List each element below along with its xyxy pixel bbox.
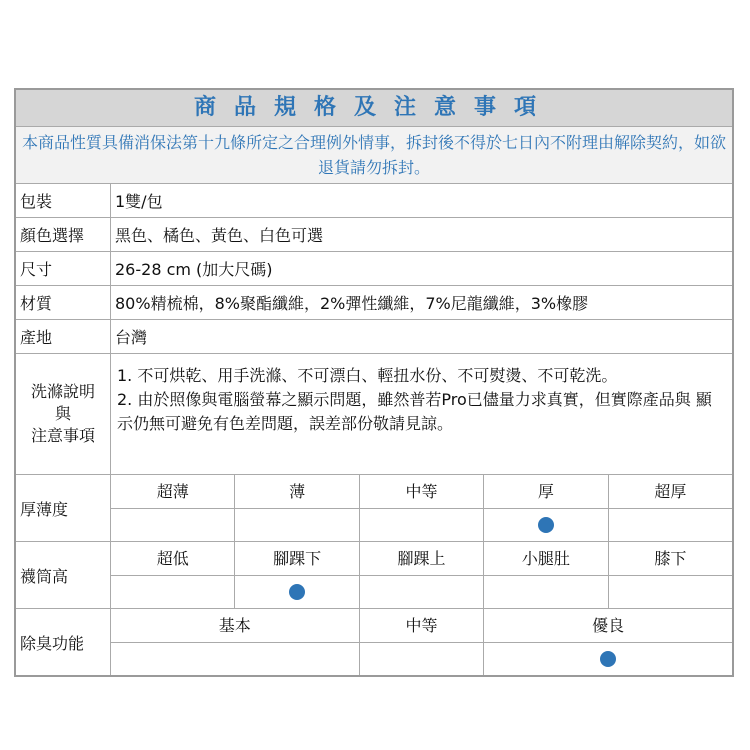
rating-option: [609, 542, 732, 608]
rating-row: [16, 609, 732, 675]
rating-label: 襪筒高: [16, 542, 111, 608]
spec-table: [14, 88, 734, 677]
rating-cell: [111, 643, 359, 675]
rating-cell: [235, 509, 358, 541]
spec-value: 80%精梳棉，8%聚酯纖維，2%彈性纖維，7%尼龍纖維，3%橡膠: [115, 294, 589, 313]
spec-row-package: [16, 184, 732, 218]
rating-option-label: 超厚: [609, 475, 732, 509]
spec-row-size: [16, 252, 732, 286]
rating-option-label: 腳踝下: [235, 542, 358, 576]
wash-label-line: 注意事項: [30, 426, 95, 445]
rating-cell: [360, 643, 484, 675]
spec-label: 尺寸: [16, 252, 111, 285]
rating-cell: [484, 643, 732, 675]
spec-row-color: [16, 218, 732, 252]
return-notice: 本商品性質具備消保法第十九條所定之合理例外情事，拆封後不得於七日內不附理由解除契約，如欲退貨請勿拆封。: [16, 127, 732, 184]
spec-value: 1雙/包: [115, 192, 163, 211]
rating-option: [360, 609, 485, 675]
spec-label: 材質: [16, 286, 111, 319]
rating-cell: [484, 576, 607, 608]
rating-row: [16, 542, 732, 609]
spec-value: 黑色、橘色、黃色、白色可選: [115, 226, 324, 245]
rating-option: [609, 475, 732, 541]
rating-option-label: 腳踝上: [360, 542, 483, 576]
spec-row-origin: [16, 320, 732, 354]
wash-line-2: 2. 由於照像與電腦螢幕之顯示問題，雖然普若Pro已儘量力求真實，但實際產品與 顯示仍無可避免有色差問題，誤差部份敬請見諒。: [117, 390, 712, 433]
rating-option-label: 厚: [484, 475, 607, 509]
rating-option: [484, 475, 608, 541]
table-title: 商品規格及注意事項: [16, 90, 732, 127]
rating-cell: [484, 509, 607, 541]
rating-cell: [609, 509, 732, 541]
rating-option-label: 超薄: [111, 475, 234, 509]
rating-option-label: 基本: [111, 609, 359, 643]
rating-cell: [235, 576, 358, 608]
rating-option: [111, 475, 235, 541]
spec-row-wash: [16, 354, 732, 475]
selected-dot-icon: [600, 651, 616, 667]
rating-option: [111, 609, 360, 675]
rating-cell: [360, 509, 483, 541]
wash-label-line: 與: [54, 404, 71, 423]
rating-cell: [360, 576, 483, 608]
rating-option-label: 中等: [360, 609, 484, 643]
spec-label: 顏色選擇: [16, 218, 111, 251]
spec-value: 26-28 cm (加大尺碼): [115, 260, 273, 279]
selected-dot-icon: [289, 584, 305, 600]
spec-label: 包裝: [16, 184, 111, 217]
rating-option: [111, 542, 235, 608]
spec-label: 產地: [16, 320, 111, 353]
rating-option: [235, 542, 359, 608]
rating-option: [484, 542, 608, 608]
rating-option: [484, 609, 732, 675]
rating-option-label: 優良: [484, 609, 732, 643]
rating-option-label: 中等: [360, 475, 483, 509]
rating-option: [360, 475, 484, 541]
spec-value: 台灣: [115, 328, 148, 347]
ratings-section: [16, 475, 732, 675]
rating-option: [360, 542, 484, 608]
wash-label-line: 洗滌說明: [30, 382, 95, 401]
rating-option-label: 小腿肚: [484, 542, 607, 576]
rating-label: 厚薄度: [16, 475, 111, 541]
rating-row: [16, 475, 732, 542]
selected-dot-icon: [538, 517, 554, 533]
rating-cell: [111, 576, 234, 608]
rating-option-label: 超低: [111, 542, 234, 576]
wash-instructions: [111, 354, 732, 474]
rating-label: 除臭功能: [16, 609, 111, 675]
rating-cell: [111, 509, 234, 541]
wash-label: [16, 354, 111, 474]
spec-row-material: [16, 286, 732, 320]
rating-cell: [609, 576, 732, 608]
wash-line-1: 1. 不可烘乾、用手洗滌、不可漂白、輕扭水份、不可熨燙、不可乾洗。: [117, 366, 618, 385]
rating-option-label: 膝下: [609, 542, 732, 576]
rating-option: [235, 475, 359, 541]
rating-option-label: 薄: [235, 475, 358, 509]
